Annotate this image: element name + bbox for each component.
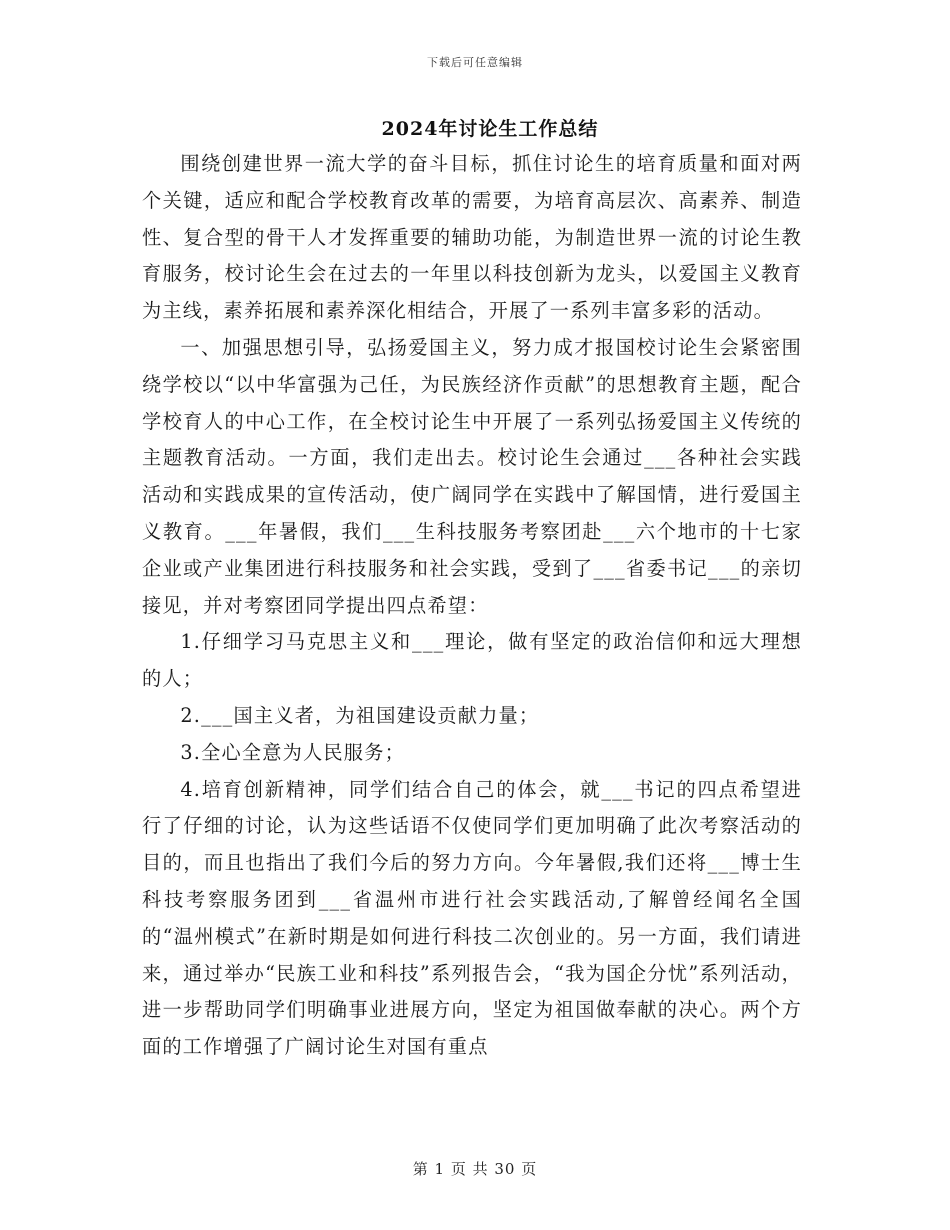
- list-item-1: 1.仔细学习马克思主义和___理论，做有坚定的政治信仰和远大理想的人；: [142, 630, 802, 691]
- list-item-3: 3.全心全意为人民服务；: [180, 740, 405, 764]
- list-item-4: 4.培育创新精神，同学们结合自己的体会，就___书记的四点希望进行了仔细的讨论，认为这些话语不仅使同学们更加明确了此次考察活动的目的，而且也指出了我们今后的努力方向。今年暑假,我们还将___博士生科技考察服务团到___省温州市进行社会实践活动,了解曾经闻名全国的“温州模式”在新时期是如何进行科技二次创业的。另一方面，我们请进来，通过举办“民族工业和科技”系列报告会，“我为国企分忧”系列活动，进一步帮助同学们明确事业进展方向，坚定为祖国做奉献的决心。两个方面的工作增强了广阔讨论生对国有重点: [142, 777, 802, 1059]
- document-body: [142, 146, 802, 1066]
- list-item-2: 2.___国主义者，为祖国建设贡献力量；: [180, 703, 540, 727]
- paragraph-section-one: 一、加强思想引导，弘扬爱国主义，努力成才报国校讨论生会紧密围绕学校以“以中华富强为己任，为民族经济作贡献”的思想教育主题，配合学校育人的中心工作，在全校讨论生中开展了一系列弘扬爱国主义传统的主题教育活动。一方面，我们走出去。校讨论生会通过___各种社会实践活动和实践成果的宣传活动，使广阔同学在实践中了解国情，进行爱国主义教育。___年暑假，我们___生科技服务考察团赴___六个地市的十七家企业或产业集团进行科技服务和社会实践，受到了___省委书记___的亲切接见，并对考察团同学提出四点希望：: [142, 335, 802, 617]
- header-note: 下载后可任意编辑: [427, 56, 523, 69]
- paragraph-intro: 围绕创建世界一流大学的奋斗目标，抓住讨论生的培育质量和面对两个关键，适应和配合学校教育改革的需要，为培育高层次、高素养、制造性、复合型的骨干人才发挥重要的辅助功能，为制造世界一流的讨论生教育服务，校讨论生会在过去的一年里以科技创新为龙头，以爱国主义教育为主线，素养拓展和素养深化相结合，开展了一系列丰富多彩的活动。: [142, 152, 802, 323]
- document-title: 2024年讨论生工作总结: [381, 118, 599, 140]
- page-number: 第 1 页 共 30 页: [412, 1160, 538, 1178]
